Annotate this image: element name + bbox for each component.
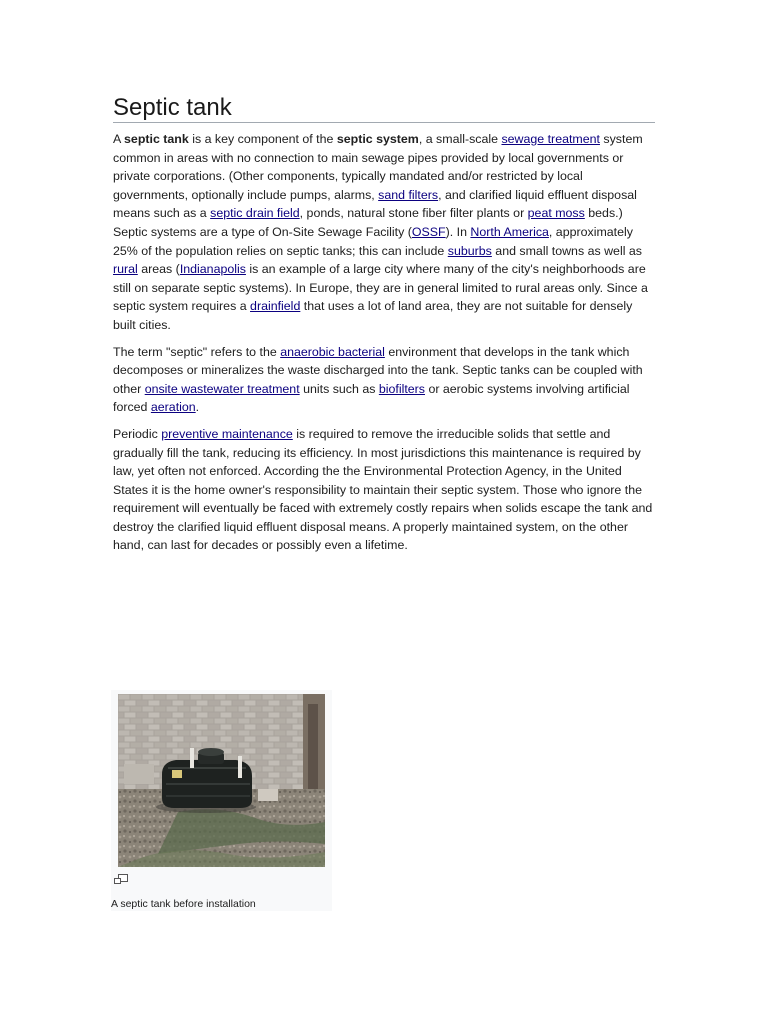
link-anaerobic-bacterial[interactable]: anaerobic bacterial bbox=[280, 344, 385, 359]
article-body bbox=[113, 130, 655, 563]
link-rural[interactable]: rural bbox=[113, 262, 138, 277]
text-run: . bbox=[195, 400, 200, 415]
link-preventive-maintenance[interactable]: preventive maintenance bbox=[161, 426, 293, 441]
link-suburbs[interactable]: suburbs bbox=[447, 243, 492, 258]
link-drainfield[interactable]: drainfield bbox=[250, 299, 301, 314]
link-indianapolis[interactable]: Indianapolis bbox=[179, 262, 246, 277]
septic-tank-photo[interactable] bbox=[118, 694, 325, 867]
text-run: The term "septic" refers to the bbox=[113, 344, 281, 359]
text-run: , a small-scale bbox=[418, 132, 502, 146]
link-biofilters[interactable]: biofilters bbox=[378, 381, 425, 396]
text-run: system common in areas with no connection to main sewage pipes provided by local governments or private corporations. (Other components, typically mandated and/or restricted by local governments, optionally include pumps, alarms, bbox=[113, 132, 643, 202]
link-ossf[interactable]: OSSF bbox=[411, 224, 446, 239]
figure-caption: A septic tank before installation bbox=[111, 898, 256, 910]
text-run: environment that develops in the tank which decomposes or mineralizes the waste discharged into the tank. Septic tanks can be coupled with other bbox=[113, 344, 643, 396]
link-septic-drain-field[interactable]: septic drain field bbox=[210, 206, 300, 221]
link-peat-moss[interactable]: peat moss bbox=[527, 206, 585, 221]
text-run: , and clarified liquid effluent disposal means such as a bbox=[113, 187, 637, 221]
text-run: , approximately 25% of the population relies on septic tanks; this can include bbox=[113, 224, 633, 258]
photo-image bbox=[118, 694, 325, 867]
link-aeration[interactable]: aeration bbox=[150, 400, 196, 415]
magnify-icon[interactable] bbox=[114, 874, 128, 886]
page-title: Septic tank bbox=[113, 94, 655, 123]
link-onsite-wastewater-treatment[interactable]: onsite wastewater treatment bbox=[144, 381, 300, 396]
thumbnail-figure bbox=[111, 690, 332, 911]
paragraph-1 bbox=[113, 130, 655, 335]
text-run: is an example of a large city where many of the city's neighborhoods are still on separate septic systems). In Europe, they are in general limited to rural areas only. Since a septic system requires a bbox=[113, 262, 648, 314]
text-run: units such as bbox=[299, 381, 379, 396]
bold-term-septic-tank: septic tank bbox=[124, 132, 189, 146]
text-run: is a key component of the bbox=[188, 132, 337, 146]
text-run: Periodic bbox=[113, 426, 162, 441]
text-run: is required to remove the irreducible solids that settle and gradually fill the tank, reducing its efficiency. In most jurisdictions this maintenance is required by law, yet often not enforced. According the the Environmental Protection Agency, in the United States it is the home owner's responsibility to maintain their septic system. Those who ignore the requirement will eventually be faced with extremely costly repairs when solids escape the tank and destroy the clarified liquid effluent disposal means. A properly maintained system, on the other hand, can last for decades or possibly even a lifetime. bbox=[113, 426, 653, 553]
paragraph-2 bbox=[113, 343, 655, 417]
text-run: A bbox=[113, 132, 125, 146]
text-run: areas ( bbox=[137, 262, 180, 277]
paragraph-3 bbox=[113, 425, 655, 555]
text-run: that uses a lot of land area, they are not suitable for densely built cities. bbox=[113, 299, 633, 332]
text-run: or aerobic systems involving artificial forced bbox=[113, 381, 630, 415]
text-run: beds.) Septic systems are a type of On-Site Sewage Facility ( bbox=[113, 206, 623, 239]
link-north-america[interactable]: North America bbox=[470, 224, 549, 239]
text-run: ). In bbox=[445, 224, 471, 239]
text-run: and small towns as well as bbox=[491, 243, 642, 258]
bold-term-septic-system: septic system bbox=[336, 132, 419, 146]
link-sewage-treatment[interactable]: sewage treatment bbox=[501, 132, 600, 146]
link-sand-filters[interactable]: sand filters bbox=[378, 187, 439, 202]
text-run: , ponds, natural stone fiber filter plants or bbox=[299, 206, 528, 221]
